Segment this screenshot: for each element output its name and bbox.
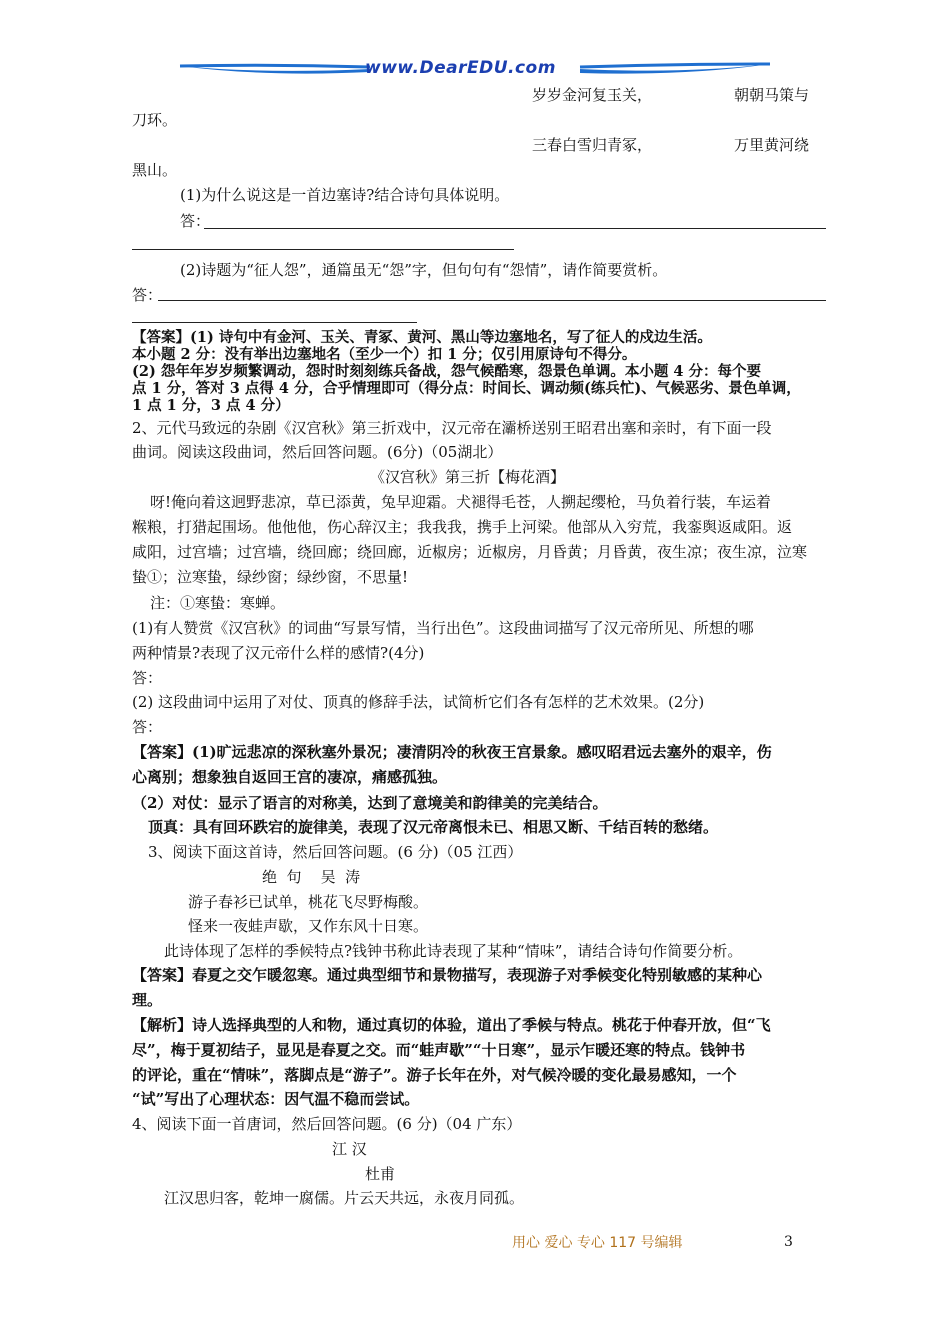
poem-line: 怪来一夜蛙声歇，又作东风十日寒。 [188, 917, 429, 935]
answer-text: 1 点 1 分，3 点 4 分） [132, 397, 290, 414]
poem-title: 江 汉 [332, 1140, 367, 1158]
poem-line: 岁岁金河复玉关， [532, 86, 653, 104]
analysis-text: “试”写出了心理状态：因气温不稳而尝试。 [132, 1090, 420, 1108]
poem-line: 黑山。 [132, 161, 178, 179]
answer-label: 答： [132, 286, 163, 304]
analysis-text: 的评论，重在“情味”，落脚点是“游子”。游子长年在外，对气候冷暖的变化最易感知，一个 [132, 1066, 737, 1084]
answer-label: 答： [132, 718, 163, 736]
passage-text: 糇粮，打猎起围场。他他他，伤心辞汉主；我我我，携手上河梁。他部从入穷荒，我銮舆返咸阳。返 [132, 518, 793, 536]
answer-line[interactable] [204, 228, 826, 229]
poem-author: 杜甫 [365, 1165, 396, 1183]
question-text: (2) 这段曲词中运用了对仗、顶真的修辞手法，试简析它们各有怎样的艺术效果。(2分) [132, 693, 705, 711]
question-text: (1)为什么说这是一首边塞诗?结合诗句具体说明。 [180, 186, 510, 204]
question-text: (2)诗题为“征人怨”，通篇虽无“怨”字，但句句有“怨情”，请作简要赏析。 [180, 261, 668, 279]
passage-text: 蛰①；泣寒蛰，绿纱窗；绿纱窗，不思量! [132, 568, 409, 586]
answer-line[interactable] [158, 300, 826, 301]
passage-text: 咸阳，过宫墙；过宫墙，绕回廊；绕回廊，近椒房；近椒房，月昏黄；月昏黄，夜生凉；夜生凉，泣寒 [132, 543, 808, 561]
poem-line: 江汉思归客，乾坤一腐儒。片云天共远，永夜月同孤。 [164, 1189, 525, 1207]
poem-line: 游子春衫已试单，桃花飞尽野梅酸。 [188, 893, 429, 911]
question-text: 两种情景?表现了汉元帝什么样的感情?(4分) [132, 644, 425, 662]
passage-text: 呀!俺向着这迥野悲凉，草已添黄，兔早迎霜。犬褪得毛苍，人搠起缨枪，马负着行装，车运着 [150, 493, 772, 511]
question-intro: 4、阅读下面一首唐词，然后回答问题。(6 分)（04 广东） [132, 1115, 522, 1133]
answer-text: 顶真：具有回环跌宕的旋律美，表现了汉元帝离恨未已、相思又断、千结百转的愁绪。 [148, 818, 719, 836]
poem-line: 万里黄河绕 [734, 136, 810, 154]
analysis-text: 【解析】诗人选择典型的人和物，通过真切的体验，道出了季候与特点。桃花于仲春开放，但“飞 [132, 1016, 771, 1034]
question-intro: 曲词。阅读这段曲词，然后回答问题。(6分)（05湖北） [132, 443, 503, 461]
question-intro: 2、元代马致远的杂剧《汉宫秋》第三折戏中，汉元帝在灞桥送别王昭君出塞和亲时，有下面一段 [132, 419, 772, 437]
answer-text: 【答案】(1)旷远悲凉的深秋塞外景况；凄清阴冷的秋夜王宫景象。感叹昭君远去塞外的艰辛，伤 [132, 743, 772, 761]
footer-text: 用心 爱心 专心 117 号编辑 [512, 1235, 683, 1251]
question-text: 此诗体现了怎样的季候特点?钱钟书称此诗表现了某种“情味”，请结合诗句作简要分析。 [164, 942, 743, 960]
answer-text: （2）对仗：显示了语言的对称美，达到了意境美和韵律美的完美结合。 [132, 794, 608, 812]
answer-label: 答： [132, 669, 163, 687]
site-logo-text: www.DearEDU.com [365, 58, 556, 78]
poem-line: 三春白雪归青冢， [532, 136, 653, 154]
question-intro: 3、阅读下面这首诗，然后回答问题。(6 分)（05 江西） [148, 843, 523, 861]
page-number: 3 [784, 1234, 793, 1250]
poem-title: 绝 句 吴 涛 [262, 868, 361, 886]
passage-title: 《汉宫秋》第三折【梅花酒】 [370, 468, 566, 486]
question-text: (1)有人赞赏《汉宫秋》的词曲“写景写情，当行出色”。这段曲词描写了汉元帝所见、所想的哪 [132, 619, 754, 637]
poem-line: 朝朝马策与 [734, 86, 810, 104]
answer-text: (2) 怨年年岁岁频繁调动，怨时时刻刻练兵备战，怨气候酷寒，怨景色单调。本小题 4 分：每个要 [132, 363, 762, 380]
answer-text: 心离别；想象独自返回王宫的凄凉，痛感孤独。 [132, 768, 448, 786]
answer-text: 点 1 分，答对 3 点得 4 分，合乎情理即可（得分点：时间长、调动频(练兵忙)、气候恶劣、景色单调， [132, 380, 801, 397]
answer-text: 【答案】(1) 诗句中有金河、玉关、青冢、黄河、黑山等边塞地名，写了征人的戍边生活。 [132, 329, 712, 346]
answer-line[interactable] [132, 249, 514, 250]
analysis-text: 尽”，梅于夏初结子，显见是春夏之交。而“蛙声歇”“十日寒”，显示乍暖还寒的特点。钱钟书 [132, 1041, 746, 1059]
header-logo [175, 52, 775, 82]
poem-line: 刀环。 [132, 111, 178, 129]
answer-text: 理。 [132, 991, 163, 1009]
answer-line[interactable] [132, 322, 417, 323]
answer-text: 【答案】春夏之交乍暖忽寒。通过典型细节和景物描写，表现游子对季候变化特别敏感的某种心 [132, 966, 763, 984]
footnote: 注：①寒蛰：寒蝉。 [150, 594, 286, 612]
answer-text: 本小题 2 分：没有举出边塞地名（至少一个）扣 1 分；仅引用原诗句不得分。 [132, 346, 637, 363]
answer-label: 答： [180, 212, 211, 230]
